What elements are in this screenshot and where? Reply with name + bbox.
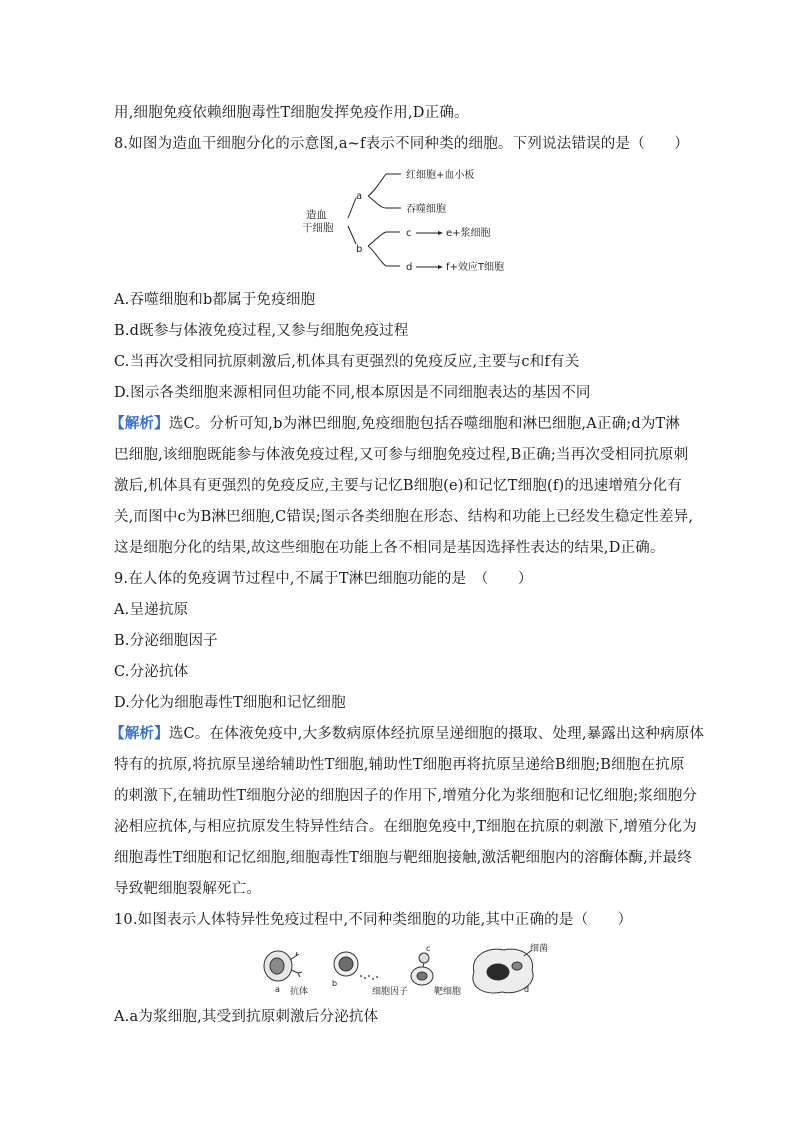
question-9-stem: 9.在人体的免疫调节过程中,不属于T淋巴细胞功能的是 （ ） bbox=[114, 571, 533, 587]
analysis-line: 细胞毒性T细胞和记忆细胞,细胞毒性T细胞与靶细胞接触,激活靶细胞内的溶酶体酶,并最终 bbox=[114, 850, 693, 866]
question-10-stem: 10.如图表示人体特异性免疫过程中,不同种类细胞的功能,其中正确的是（ ） bbox=[114, 912, 633, 928]
option-b: B.分泌细胞因子 bbox=[114, 633, 218, 649]
text-line: 用,细胞免疫依赖细胞毒性T细胞发挥免疫作用,D正确。 bbox=[114, 105, 469, 121]
diagram-root-label: 干细胞 bbox=[302, 222, 334, 234]
analysis-line: 这是细胞分化的结果,故这些细胞在功能上各不相同是基因选择性表达的结果,D正确。 bbox=[114, 540, 665, 556]
label-b: b bbox=[332, 979, 338, 988]
diagram-label-red-cells: 红细胞+血小板 bbox=[406, 170, 475, 181]
analysis-line: 关,而图中c为B淋巴细胞,C错误;图示各类细胞在形态、结构和功能上已经发生稳定性差异, bbox=[114, 509, 694, 525]
option-c: C.分泌抗体 bbox=[114, 664, 189, 680]
label-a: a bbox=[275, 985, 280, 994]
label-d: d bbox=[524, 985, 530, 994]
option-c: C.当再次受相同抗原刺激后,机体具有更强烈的免疫反应,主要与c和f有关 bbox=[114, 354, 580, 370]
analysis-line: 激后,机体具有更强烈的免疫反应,主要与记忆B细胞(e)和记忆T细胞(f)的迅速增殖分化有 bbox=[114, 478, 682, 494]
immune-cells-figure bbox=[262, 942, 562, 1000]
label-target-cell: 靶细胞 bbox=[434, 987, 462, 997]
analysis-text: 选C。分析可知,b为淋巴细胞,免疫细胞包括吞噬细胞和淋巴细胞,A正确;d为T淋 bbox=[168, 416, 681, 432]
analysis-line: 的刺激下,在辅助性T细胞分泌的细胞因子的作用下,增殖分化为浆细胞和记忆细胞;浆细胞分 bbox=[114, 788, 698, 804]
analysis-line bbox=[110, 724, 705, 744]
diagram-node-c: c bbox=[406, 228, 412, 239]
diagram-label-plasma: e+浆细胞 bbox=[446, 228, 491, 239]
analysis-text: 选C。在体液免疫中,大多数病原体经抗原呈递细胞的摄取、处理,暴露出这种病原体 bbox=[168, 726, 705, 742]
analysis-line: 导致靶细胞裂解死亡。 bbox=[114, 881, 261, 897]
diagram-node-b: b bbox=[356, 244, 363, 255]
question-8-stem: 8.如图为造血干细胞分化的示意图,a~f表示不同种类的细胞。下列说法错误的是（ ） bbox=[114, 136, 690, 152]
hematopoietic-diagram bbox=[296, 162, 506, 280]
label-bacteria: 细菌 bbox=[530, 944, 549, 954]
label-antibody: 抗体 bbox=[290, 987, 309, 997]
cell-b bbox=[334, 952, 358, 976]
analysis-line: 巴细胞,该细胞既能参与体液免疫过程,又可参与细胞免疫过程,B正确;当再次受相同抗原刺 bbox=[114, 447, 689, 463]
diagram-label-effector-t: f+效应T细胞 bbox=[446, 262, 505, 273]
option-a: A.a为浆细胞,其受到抗原刺激后分泌抗体 bbox=[114, 1009, 379, 1025]
label-cytokine: 细胞因子 bbox=[372, 987, 409, 997]
cell-a bbox=[264, 951, 302, 981]
diagram-label-phagocyte: 吞噬细胞 bbox=[406, 204, 446, 215]
analysis-tag: 【解析】 bbox=[110, 725, 169, 742]
option-a: A.呈递抗原 bbox=[114, 602, 189, 618]
cell-c bbox=[411, 953, 433, 985]
option-d: D.图示各类细胞来源相同但功能不同,根本原因是不同细胞表达的基因不同 bbox=[114, 385, 591, 401]
analysis-line: 泌相应抗体,与相应抗原发生特异性结合。在细胞免疫中,T细胞在抗原的刺激下,增殖分化为 bbox=[114, 819, 697, 835]
analysis-line bbox=[110, 414, 690, 434]
option-b: B.d既参与体液免疫过程,又参与细胞免疫过程 bbox=[114, 323, 409, 339]
option-a: A.吞噬细胞和b都属于免疫细胞 bbox=[114, 292, 316, 308]
option-d: D.分化为细胞毒性T细胞和记忆细胞 bbox=[114, 695, 346, 711]
analysis-tag: 【解析】 bbox=[110, 415, 169, 432]
diagram-node-d: d bbox=[406, 262, 413, 273]
diagram-root-label: 造血 bbox=[306, 209, 327, 221]
diagram-node-a: a bbox=[356, 191, 363, 202]
analysis-line: 特有的抗原,将抗原呈递给辅助性T细胞,辅助性T细胞再将抗原呈递给B细胞;B细胞在抗原 bbox=[114, 757, 685, 773]
label-c: c bbox=[426, 944, 431, 953]
